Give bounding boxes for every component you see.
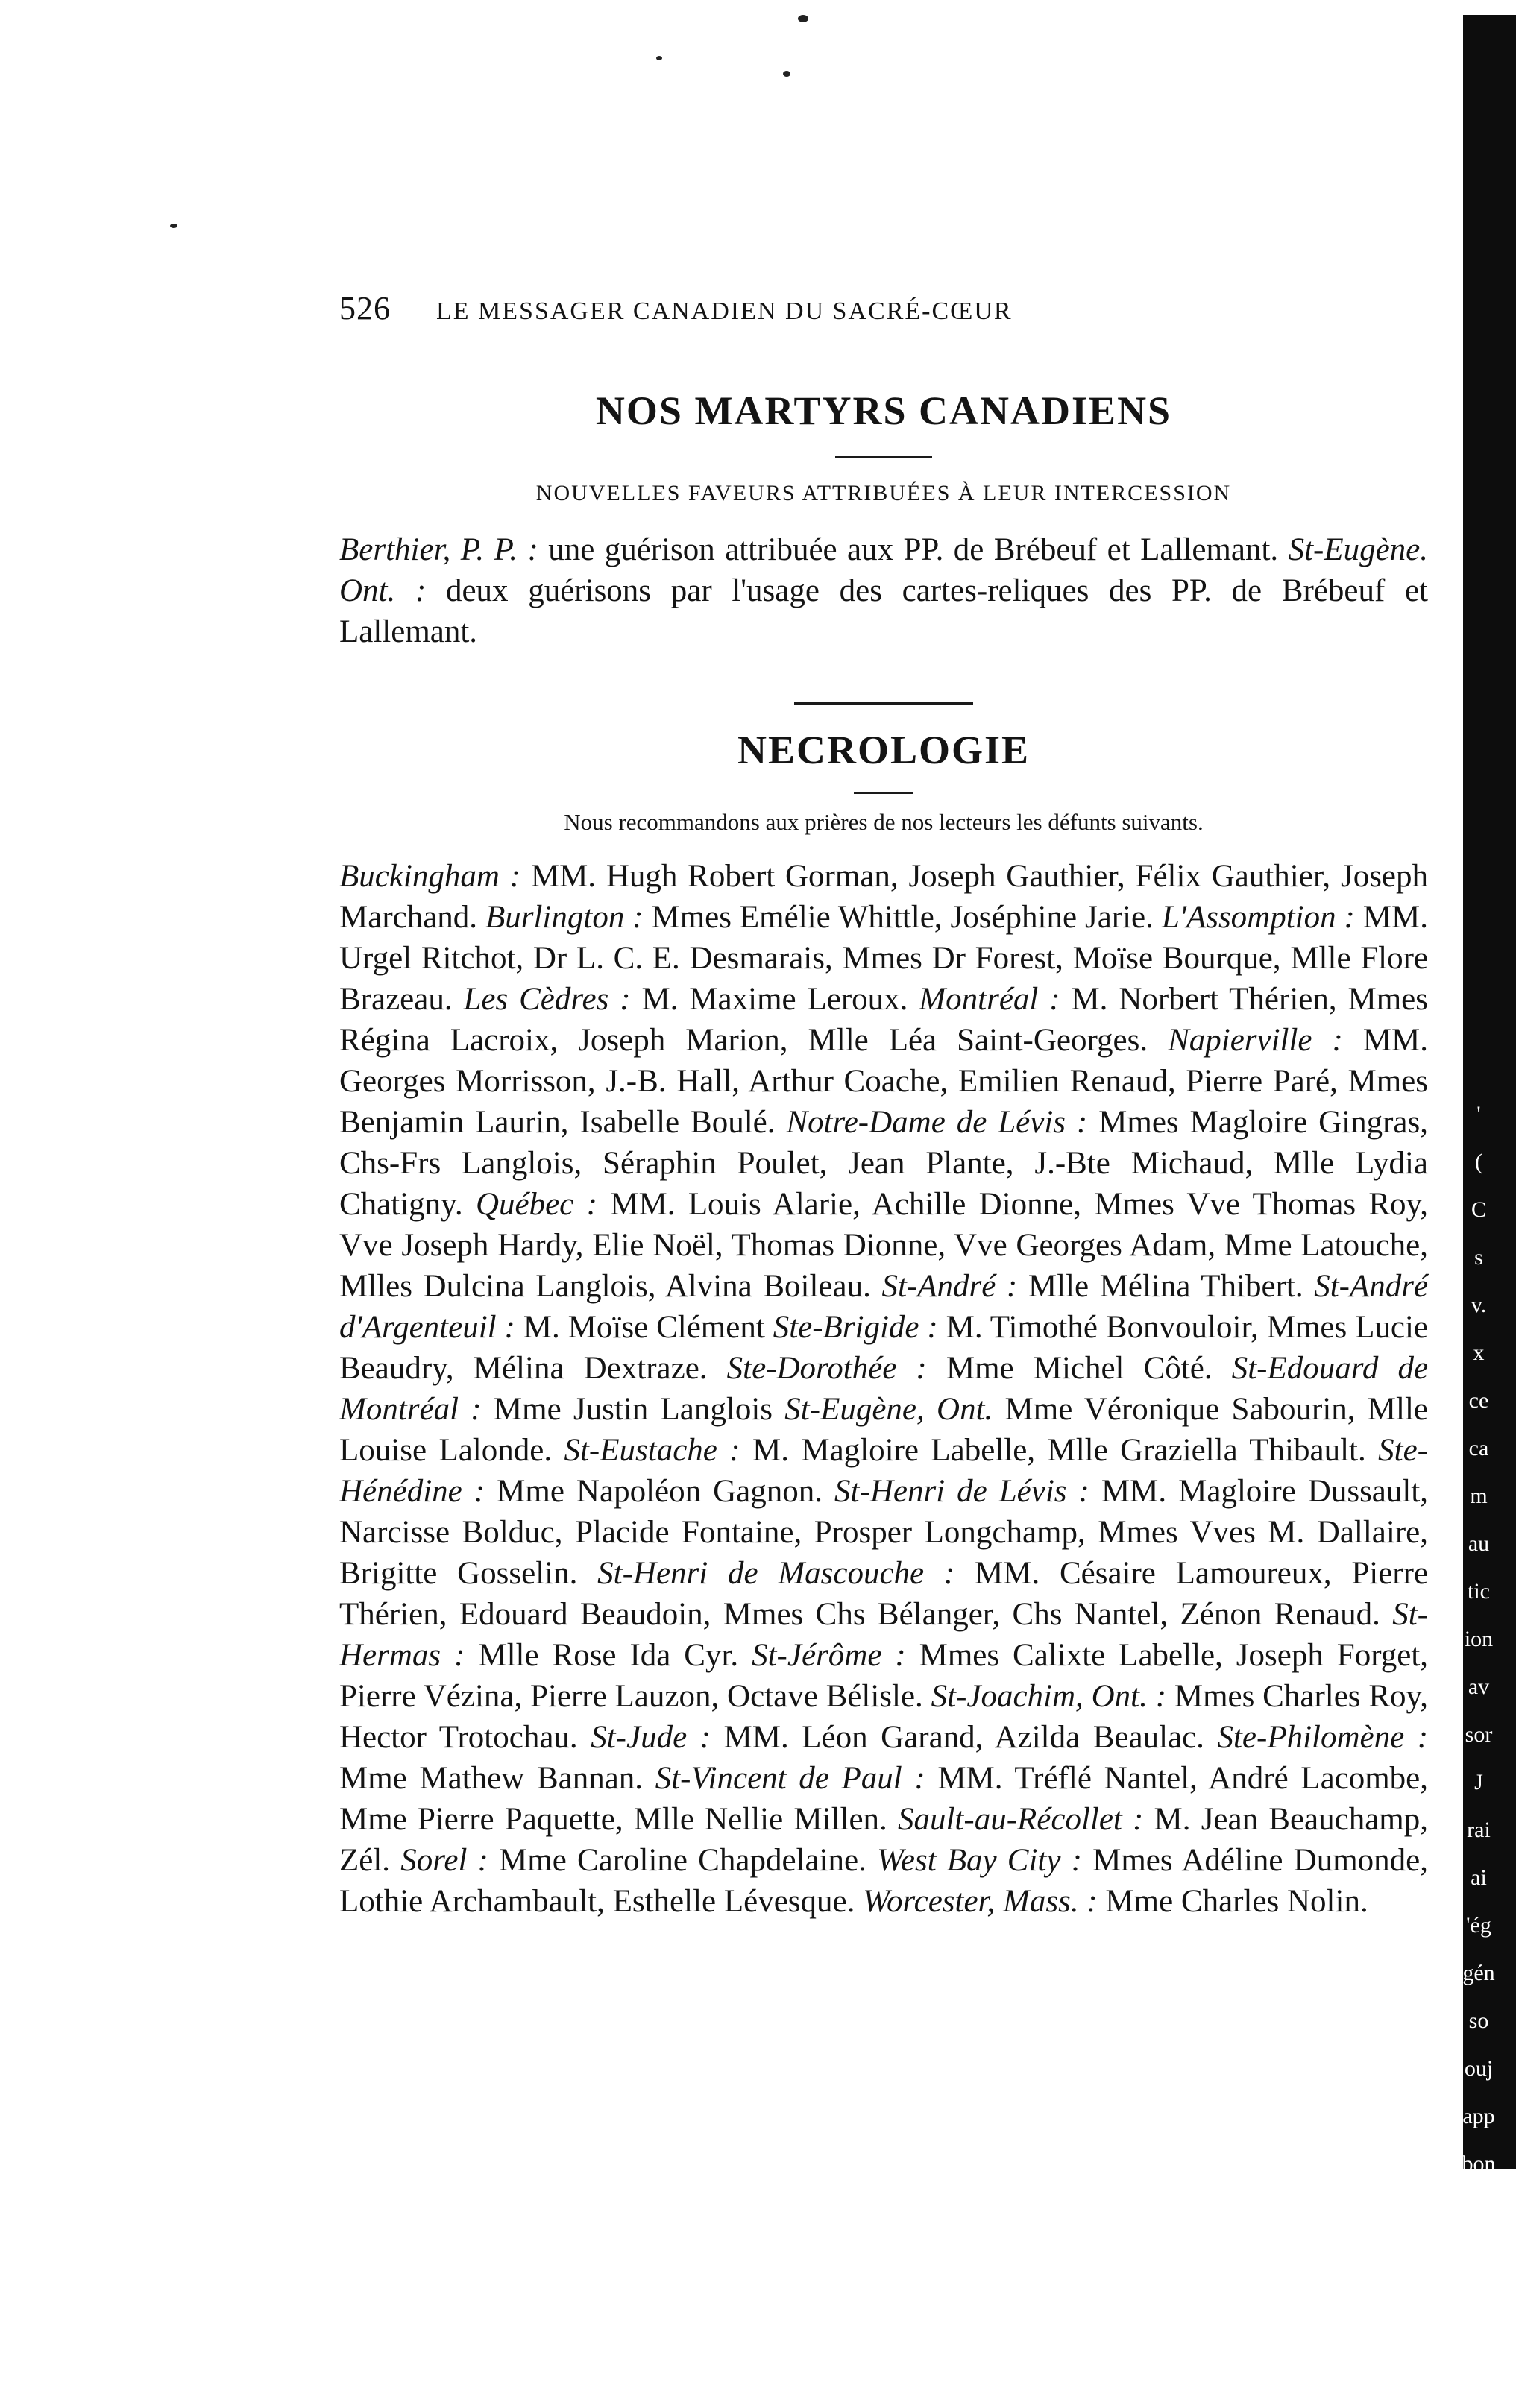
- margin-fragment: ce: [1468, 1388, 1489, 1413]
- entry-text: Mlle Rose Ida Cyr.: [478, 1638, 739, 1673]
- margin-fragment: sor: [1465, 1722, 1493, 1747]
- running-title: LE MESSAGER CANADIEN DU SACRÉ-CŒUR: [436, 297, 1013, 325]
- entry-place: St-Joachim, Ont. :: [931, 1679, 1167, 1714]
- entry-place: Sorel :: [400, 1843, 488, 1878]
- entry-place: St-Eugène. Ont. :: [339, 532, 1429, 608]
- entry: [881, 1269, 1303, 1304]
- entry-place: Ste-Brigide :: [773, 1310, 938, 1345]
- entry-place: Québec :: [475, 1187, 597, 1222]
- entry-text: Mmes Calixte Labelle, Joseph Forget, Pierre Vézina, Pierre Lauzon, Octave Bélisle.: [339, 1638, 1429, 1714]
- entry-text: M. Maxime Leroux.: [641, 982, 908, 1017]
- entry: [591, 1720, 1204, 1755]
- page-number: 526: [339, 290, 391, 327]
- margin-fragment: so: [1468, 2008, 1489, 2033]
- margin-fragment: gén: [1462, 1961, 1495, 1985]
- margin-fragment: m: [1470, 1484, 1488, 1508]
- margin-fragment: ouj: [1464, 2056, 1494, 2081]
- entry-text: une guérison attribuée aux PP. de Brébeuf et Lallemant.: [548, 532, 1279, 567]
- entry-text: Mme Charles Nolin.: [1105, 1884, 1368, 1919]
- entry: [564, 1433, 1365, 1468]
- margin-fragment: J: [1474, 1770, 1483, 1794]
- entry-place: St-André d'Argenteuil :: [339, 1269, 1429, 1345]
- entry-place: Worcester, Mass. :: [863, 1884, 1098, 1919]
- adjacent-page-fragment: [1453, 0, 1516, 2408]
- entry-text: Mme Mathew Bannan.: [339, 1761, 644, 1796]
- margin-fragment: av: [1468, 1674, 1490, 1699]
- margin-fragment: v.: [1471, 1293, 1487, 1317]
- margin-fragment: au: [1468, 1531, 1490, 1556]
- entry-place: Les Cèdres :: [463, 982, 631, 1017]
- entry-place: Napierville :: [1168, 1023, 1343, 1058]
- entry-place: St-Henri de Lévis :: [834, 1474, 1089, 1509]
- entry-text: Mme Michel Côté.: [946, 1351, 1213, 1386]
- margin-fragment: (: [1475, 1150, 1482, 1174]
- entry: [727, 1351, 1213, 1386]
- entry: [485, 900, 1154, 935]
- entry-place: Sault-au-Récollet :: [897, 1802, 1144, 1837]
- entry-text: Mmes Emélie Whittle, Joséphine Jarie.: [651, 900, 1154, 935]
- entry-place: Montréal :: [919, 982, 1060, 1017]
- entry-text: Mlle Mélina Thibert.: [1028, 1269, 1303, 1304]
- entry-place: St-Eugène, Ont.: [784, 1392, 993, 1427]
- entry: [863, 1884, 1368, 1919]
- entry-text: MM. Louis Alarie, Achille Dionne, Mmes Vve Thomas Roy, Vve Joseph Hardy, Elie Noël, Thomas Dionne, Vve Georges Adam, Mme Latouche, Mlles Dulcina Langlois, Alvina Boileau.: [339, 1187, 1429, 1304]
- margin-fragment: bon: [1462, 2152, 1496, 2176]
- margin-fragment: ti-c: [1464, 2199, 1494, 2224]
- scan-speck: [783, 71, 790, 77]
- margin-fragment: app: [1462, 2104, 1495, 2128]
- entry-text: Mmes Adéline Dumonde, Lothie Archambault, Esthelle Lévesque.: [339, 1843, 1428, 1919]
- scan-speck: [656, 56, 662, 60]
- entry-text: Mme Véronique Sabourin, Mlle Louise Lalonde.: [339, 1392, 1429, 1468]
- entry: [463, 982, 908, 1017]
- entry-place: St-Jérôme :: [752, 1638, 906, 1673]
- entry-text: Mmes Charles Roy, Hector Trotochau.: [339, 1679, 1428, 1755]
- entry-place: St-Eustache :: [564, 1433, 740, 1468]
- entry-place: Berthier, P. P. :: [339, 532, 538, 567]
- scan-speck: [798, 15, 808, 22]
- entry-text: MM. Urgel Ritchot, Dr L. C. E. Desmarais, Mmes Dr Forest, Moïse Bourque, Mlle Flore Brazeau.: [339, 900, 1428, 1017]
- entry-text: Mme Justin Langlois: [493, 1392, 773, 1427]
- entry-text: M. Timothé Bonvouloir, Mmes Lucie Beaudry, Mélina Dextraze.: [339, 1310, 1429, 1386]
- entry-text: MM. Magloire Dussault, Narcisse Bolduc, Placide Fontaine, Prosper Longchamp, Mmes Vves M. Dallaire, Brigitte Gosselin.: [339, 1474, 1429, 1591]
- entry-text: deux guérisons par l'usage des cartes-reliques des PP. de Brébeuf et Lallemant.: [339, 573, 1428, 649]
- title-divider: [835, 456, 932, 458]
- margin-fragment: ion: [1464, 1627, 1494, 1651]
- entry-text: M. Magloire Labelle, Mlle Graziella Thibault.: [752, 1433, 1366, 1468]
- entry-text: M. Moïse Clément: [523, 1310, 765, 1345]
- section-title-martyrs: NOS MARTYRS CANADIENS: [595, 388, 1172, 433]
- section-separator: [794, 702, 973, 705]
- entry-text: MM. Césaire Lamoureux, Pierre Thérien, Edouard Beaudoin, Mmes Chs Bélanger, Chs Nantel, Zénon Renaud.: [339, 1556, 1429, 1632]
- entry-place: Burlington :: [485, 900, 644, 935]
- entry-place: Notre-Dame de Lévis :: [786, 1105, 1088, 1140]
- margin-fragment: tic: [1468, 1579, 1490, 1604]
- entry-place: St-André :: [881, 1269, 1018, 1304]
- entry-text: M. Jean Beauchamp, Zél.: [339, 1802, 1428, 1878]
- entry-text: MM. Georges Morrisson, J.-B. Hall, Arthur Coache, Emilien Renaud, Pierre Paré, Mmes Benjamin Laurin, Isabelle Boulé.: [339, 1023, 1429, 1140]
- entry-place: St-Edouard de Montréal :: [339, 1351, 1429, 1427]
- margin-fragment: s: [1474, 1245, 1483, 1270]
- margin-fragment: ca: [1468, 1436, 1489, 1460]
- entry-place: Ste-Dorothée :: [726, 1351, 927, 1386]
- entry: [339, 532, 1278, 567]
- entry-text: MM. Tréflé Nantel, André Lacombe, Mme Pierre Paquette, Mlle Nellie Millen.: [339, 1761, 1429, 1837]
- entry: [400, 1843, 866, 1878]
- section-subtitle: NOUVELLES FAVEURS ATTRIBUÉES À LEUR INTERCESSION: [535, 481, 1232, 505]
- entry-text: Mmes Magloire Gingras, Chs-Frs Langlois, Séraphin Poulet, Jean Plante, J.-Bte Michaud, Mlle Lydia Chatigny.: [339, 1105, 1428, 1222]
- entry-text: Mme Caroline Chapdelaine.: [499, 1843, 866, 1878]
- entry-place: St-Henri de Mascouche :: [597, 1556, 955, 1591]
- entry-place: Ste-Hénédine :: [339, 1433, 1428, 1509]
- margin-fragment: ai: [1471, 1865, 1487, 1890]
- entry-place: Buckingham :: [339, 859, 521, 894]
- scan-speck: [170, 224, 177, 228]
- favours-paragraph: [339, 529, 1428, 652]
- entry-place: Ste-Philomène :: [1217, 1720, 1429, 1755]
- margin-fragment: rai: [1467, 1818, 1491, 1842]
- entry-place: West Bay City :: [877, 1843, 1082, 1878]
- section-title-necrologie: NECROLOGIE: [737, 728, 1031, 772]
- margin-fragment: x: [1473, 1340, 1485, 1365]
- entry-text: Mme Napoléon Gagnon.: [497, 1474, 823, 1509]
- margin-fragment: ': [1476, 1102, 1481, 1126]
- entry-place: St-Vincent de Paul :: [655, 1761, 925, 1796]
- margin-fragment: 'ég: [1466, 1913, 1491, 1938]
- entry-place: St-Jude :: [591, 1720, 711, 1755]
- margin-fragment: C: [1471, 1197, 1486, 1222]
- entry-place: St-Hermas :: [339, 1597, 1429, 1673]
- entry-text: MM. Hugh Robert Gorman, Joseph Gauthier, Félix Gauthier, Joseph Marchand.: [339, 859, 1429, 935]
- entry-text: MM. Léon Garand, Azilda Beaulac.: [723, 1720, 1204, 1755]
- running-header: [339, 289, 1309, 327]
- obituary-paragraph: [339, 856, 1428, 1922]
- entry-place: L'Assomption :: [1161, 900, 1355, 935]
- entry-text: M. Norbert Thérien, Mmes Régina Lacroix, Joseph Marion, Mlle Léa Saint-Georges.: [339, 982, 1429, 1058]
- title-divider: [854, 792, 913, 794]
- necrologie-intro: Nous recommandons aux prières de nos lecteurs les défunts suivants.: [564, 809, 1204, 835]
